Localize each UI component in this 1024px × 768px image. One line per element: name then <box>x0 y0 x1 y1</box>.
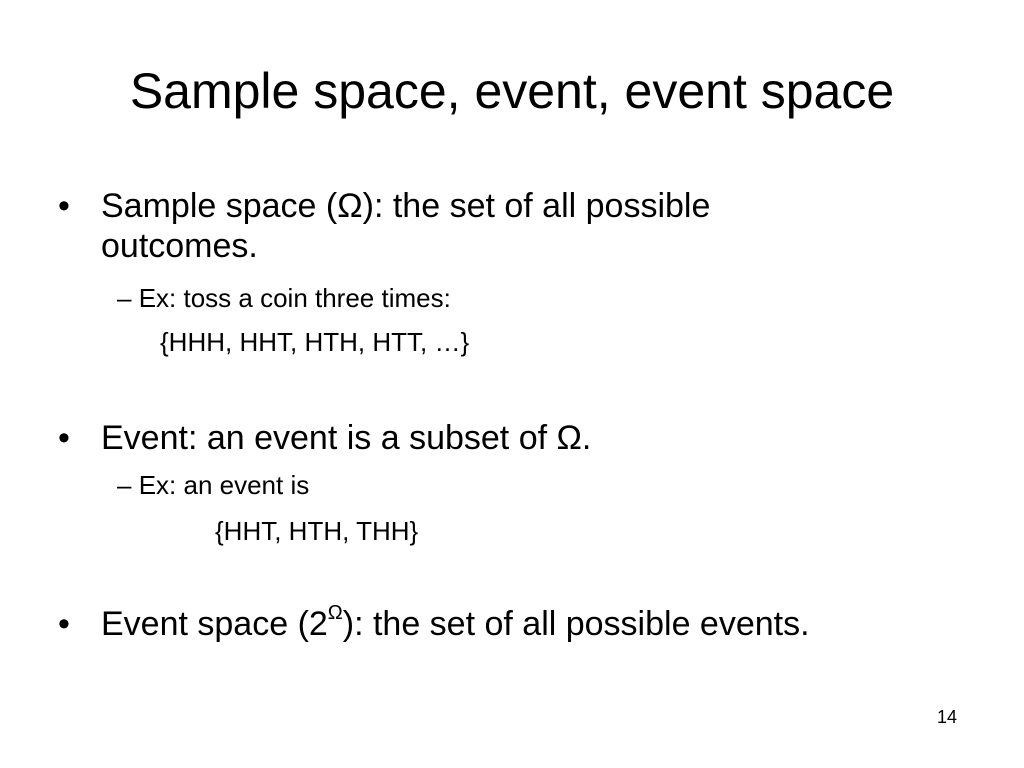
outcome-set: {HHH, HHT, HTH, HTT, …} <box>160 327 470 357</box>
bullet-text: Sample space (Ω): the set of all possible outcomes. <box>101 187 711 265</box>
sub-bullet-marker: – <box>117 470 132 500</box>
bullet-text: Event: an event is a subset of Ω. <box>101 419 592 457</box>
sub-bullet-text: Ex: toss a coin three times: <box>138 283 451 313</box>
bullet-marker: • <box>58 187 70 225</box>
sub-bullet-marker: – <box>117 283 132 313</box>
slide-title: Sample space, event, event space <box>129 63 895 119</box>
bullet-marker: • <box>58 419 70 457</box>
sub-bullet-text: Ex: an event is <box>138 470 310 500</box>
bullet-text-after-sup: ): the set of all possible events. <box>342 605 810 643</box>
bullet-text-before-sup: Event space (2 <box>101 605 328 643</box>
sub-bullet-example-coin <box>117 282 451 314</box>
event-set: {HHT, HTH, THH} <box>215 516 419 546</box>
bullet-marker: • <box>58 605 70 643</box>
sub-bullet-example-event <box>117 469 309 501</box>
omega-superscript: Ω <box>327 601 343 624</box>
bullet-event-space <box>58 601 938 644</box>
bullet-text <box>101 601 810 644</box>
bullet-sample-space <box>58 186 858 266</box>
bullet-event <box>58 418 858 458</box>
page-number: 14 <box>937 707 958 727</box>
